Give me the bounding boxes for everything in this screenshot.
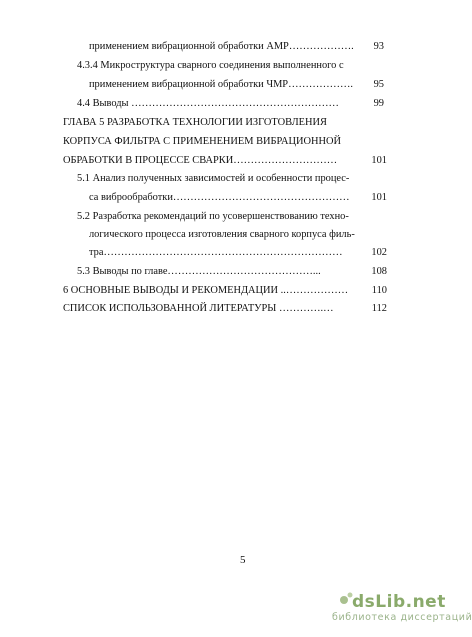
toc-entry-page: 101 <box>371 155 387 166</box>
toc-entry-text: применением вибрационной обработки АМР………………. <box>89 41 354 52</box>
toc-chapter-text: ГЛАВА 5 РАЗРАБОТКА ТЕХНОЛОГИИ ИЗГОТОВЛЕНИЯ <box>63 117 327 128</box>
watermark-subtitle: библиотека диссертаций <box>332 612 472 623</box>
toc-entry-page: 99 <box>373 98 384 109</box>
toc-chapter-text: ОБРАБОТКИ В ПРОЦЕССЕ СВАРКИ………………………… <box>63 155 338 166</box>
toc-entry-text: 5.1 Анализ полученных зависимостей и особенности процес- <box>77 173 350 184</box>
toc-entry-text: 4.4 Выводы …………………………………………………… <box>77 98 339 109</box>
toc-entry-text: 5.3 Выводы по главе……………………………………... <box>77 266 321 277</box>
watermark-brand: dsLib.net <box>352 592 446 612</box>
toc-entry-text: логического процесса изготовления сварного корпуса филь- <box>89 229 355 240</box>
toc-entry-page: 95 <box>373 79 384 90</box>
toc-entry-page: 112 <box>371 303 387 314</box>
toc-entry-text: 5.2 Разработка рекомендаций по усовершенствованию техно- <box>77 211 349 222</box>
page-number: 5 <box>240 554 246 566</box>
toc-entry-text: 4.3.4 Микроструктура сварного соединения выполненного с <box>77 60 344 71</box>
toc-entry-text: са виброобработки…………………………………………… <box>89 192 350 203</box>
toc-entry-page: 93 <box>373 41 384 52</box>
toc-chapter-text: СПИСОК ИСПОЛЬЗОВАННОЙ ЛИТЕРАТУРЫ ………….… <box>63 303 334 314</box>
toc-entry-page: 101 <box>371 192 387 203</box>
toc-entry-text: тра…………………………………………………………… <box>89 247 343 258</box>
toc-entry-page: 110 <box>371 285 387 296</box>
toc-chapter-text: КОРПУСА ФИЛЬТРА С ПРИМЕНЕНИЕМ ВИБРАЦИОННОЙ <box>63 136 341 147</box>
toc-entry-page: 108 <box>371 266 387 277</box>
toc-chapter-text: 6 ОСНОВНЫЕ ВЫВОДЫ И РЕКОМЕНДАЦИИ ..……………… <box>63 285 349 296</box>
toc-entry-text: применением вибрационной обработки ЧМР………………. <box>89 79 354 90</box>
toc-entry-page: 102 <box>371 247 387 258</box>
dslib-watermark <box>332 588 472 628</box>
